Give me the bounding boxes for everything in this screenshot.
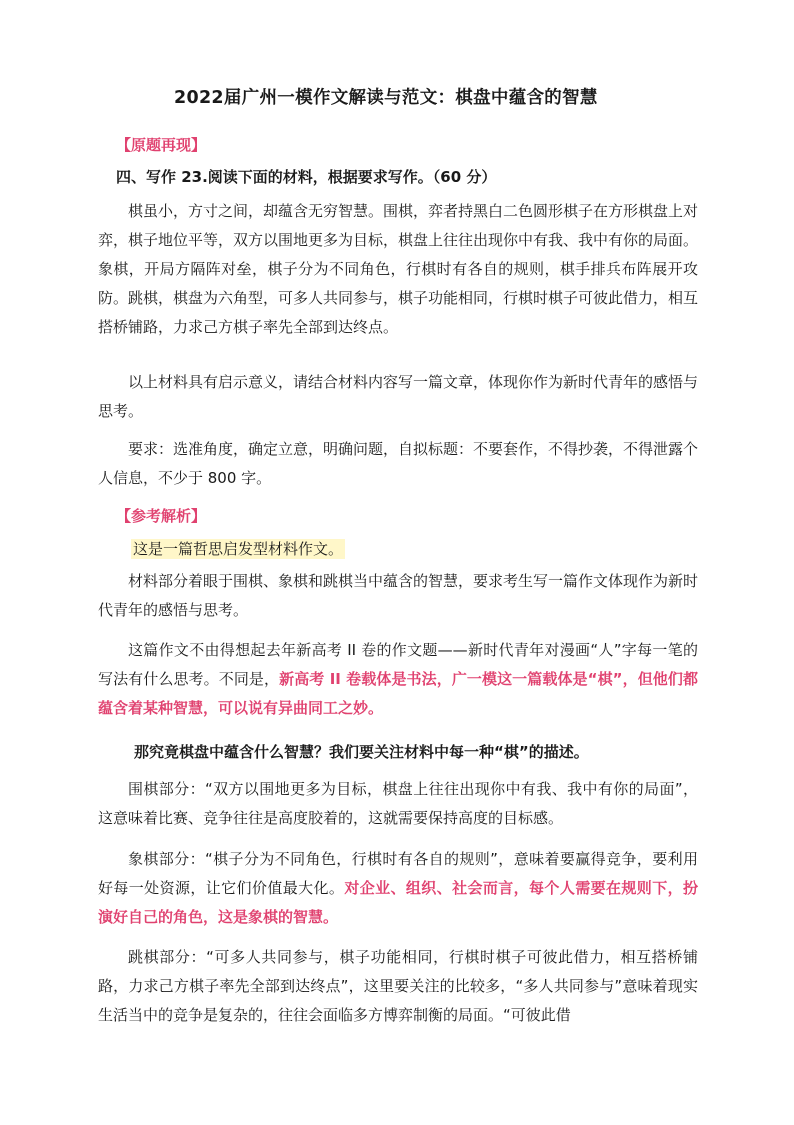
chinese-chess-emphasis: 对企业、组织、社会而言，每个人需要在规则下，扮演好自己的角色，这是象棋的智慧。 [98,879,698,926]
checkers-paragraph: 跳棋部分：“可多人共同参与，棋子功能相同，行棋时棋子可彼此借力，相互搭桥铺路，力求己方棋子率先全部到达终点”，这里要关注的比较多，“多人共同参与”意味着现实生活当中的竞争是复杂的，往往会面临多方博弈制衡的局面。“可彼此借 [98,948,698,1024]
analysis-paragraph-2-emphasis: 新高考 II 卷载体是书法，广一模这一篇载体是“棋”，但他们都蕴含着某种智慧，可以说有异曲同工之妙。 [98,670,698,717]
analysis-paragraph-2 [98,636,698,723]
section-heading-analysis: 【参考解析】 [116,507,207,525]
chinese-chess-paragraph [98,845,698,932]
go-section-paragraph: 围棋部分：“双方以围地更多为目标，棋盘上往往出现你中有我、我中有你的局面”，这意味着比赛、竞争往往是高度胶着的，这就需要保持高度的目标感。 [98,780,698,827]
material-paragraph: 棋虽小，方寸之间，却蕴含无穷智慧。围棋，弈者持黑白二色圆形棋子在方形棋盘上对弈，棋子地位平等，双方以围地更多为目标，棋盘上往往出现你中有我、我中有你的局面。象棋，开局方隔阵对垒，棋子分为不同角色，行棋时有各自的规则，棋手排兵布阵展开攻防。跳棋，棋盘为六角型，可多人共同参与，棋子功能相同，行棋时棋子可彼此借力，相互搭桥铺路，力求己方棋子率先全部到达终点。 [98,202,699,336]
chinese-chess-text: 象棋部分：“棋子分为不同角色，行棋时有各自的规则”，意味着要赢得竞争，要利用好每一处资源，让它们价值最大化。 [98,850,698,897]
page-title: 2022届广州一模作文解读与范文：棋盘中蕴含的智慧 [174,88,598,108]
question-line: 那究竟棋盘中蕴含什么智慧？我们要关注材料中每一种“棋”的描述。 [134,743,589,761]
writing-task-line: 四、写作 23.阅读下面的材料，根据要求写作。（60 分） [116,168,497,186]
analysis-paragraph-1: 材料部分着眼于围棋、象棋和跳棋当中蕴含的智慧，要求考生写一篇作文体现作为新时代青年的感悟与思考。 [98,572,699,619]
highlighted-sentence [131,538,345,559]
requirements-paragraph: 要求：选准角度，确定立意，明确问题，自拟标题：不要套作，不得抄袭，不得泄露个人信息，不少于 800 字。 [98,440,699,487]
section-heading-original-question: 【原题再现】 [116,136,207,154]
instruction-paragraph: 以上材料具有启示意义，请结合材料内容写一篇文章，体现你作为新时代青年的感悟与思考。 [98,373,699,420]
highlighted-text: 这是一篇哲思启发型材料作文。 [133,540,344,558]
analysis-paragraph-2-text: 这篇作文不由得想起去年新高考 II 卷的作文题——新时代青年对漫画“人”字每一笔的写法有什么思考。不同是， [98,641,698,688]
